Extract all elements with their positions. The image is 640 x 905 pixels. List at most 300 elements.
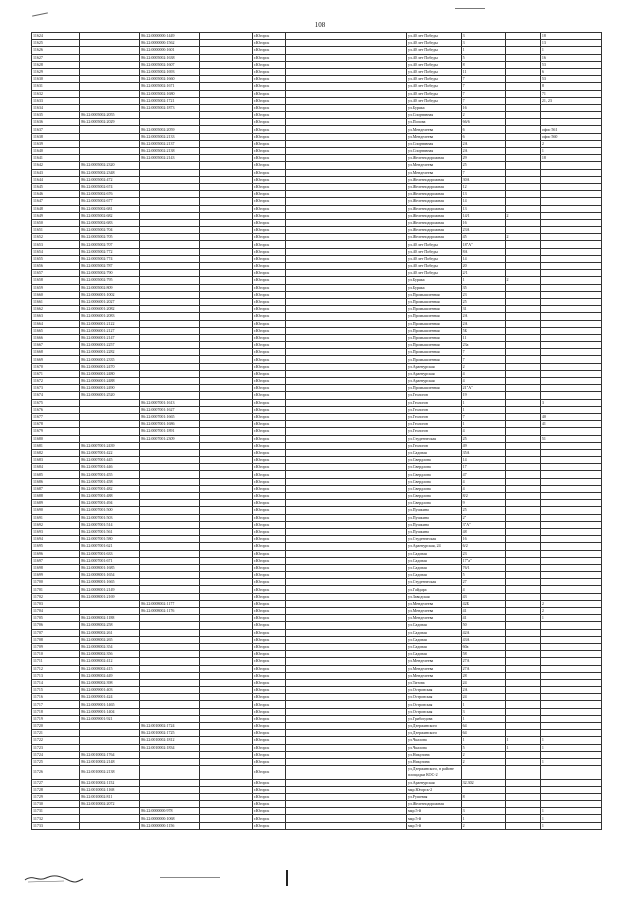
table-cell bbox=[285, 40, 406, 47]
table-cell: 86:22:0005002:681 bbox=[80, 205, 140, 212]
table-cell bbox=[140, 255, 200, 262]
table-cell: ул.Арантурская bbox=[406, 363, 461, 370]
table-cell: ул.Арантурская bbox=[406, 779, 461, 786]
table-cell bbox=[140, 464, 200, 471]
table-cell: г.Югорск bbox=[252, 198, 285, 205]
table-cell bbox=[540, 356, 601, 363]
table-row bbox=[32, 457, 602, 464]
table-cell bbox=[285, 378, 406, 385]
table-cell bbox=[80, 608, 140, 615]
table-cell: 17"а" bbox=[461, 557, 505, 564]
table-cell: ул.40 лет Победы bbox=[406, 61, 461, 68]
table-cell bbox=[540, 622, 601, 629]
table-cell: 86:22:0006001:2335 bbox=[80, 356, 140, 363]
table-cell bbox=[505, 298, 540, 305]
table-cell: 11658 bbox=[32, 277, 80, 284]
table-cell bbox=[285, 744, 406, 751]
table-cell bbox=[540, 751, 601, 758]
table-cell bbox=[505, 665, 540, 672]
table-cell bbox=[505, 76, 540, 83]
table-cell: 11640 bbox=[32, 148, 80, 155]
table-cell: 1 bbox=[540, 615, 601, 622]
table-cell: г.Югорск bbox=[252, 356, 285, 363]
table-cell bbox=[140, 313, 200, 320]
table-cell: г.Югорск bbox=[252, 313, 285, 320]
table-cell: 86:22:0005002:774 bbox=[80, 255, 140, 262]
table-cell bbox=[540, 291, 601, 298]
table-cell: 19 bbox=[461, 392, 505, 399]
table-cell bbox=[200, 298, 253, 305]
table-cell: 11726 bbox=[32, 766, 80, 779]
table-cell: г.Югорск bbox=[252, 241, 285, 248]
table-cell: 86:22:0005002:1607 bbox=[140, 61, 200, 68]
table-cell bbox=[505, 500, 540, 507]
table-row bbox=[32, 183, 602, 190]
table-cell bbox=[285, 457, 406, 464]
table-cell: 25 bbox=[461, 162, 505, 169]
table-cell: ул.Свердлова bbox=[406, 471, 461, 478]
table-cell: 2 bbox=[461, 822, 505, 829]
scan-mark bbox=[286, 870, 288, 886]
table-cell bbox=[285, 104, 406, 111]
table-cell bbox=[540, 593, 601, 600]
table-cell: 4 bbox=[461, 428, 505, 435]
table-row bbox=[32, 198, 602, 205]
table-cell bbox=[540, 543, 601, 550]
table-cell: г.Югорск bbox=[252, 33, 285, 40]
table-cell bbox=[505, 219, 540, 226]
table-row bbox=[32, 378, 602, 385]
table-cell bbox=[505, 586, 540, 593]
table-cell: 11705 bbox=[32, 615, 80, 622]
table-cell bbox=[200, 586, 253, 593]
table-cell: 13 bbox=[540, 40, 601, 47]
table-row bbox=[32, 212, 602, 219]
table-cell bbox=[540, 457, 601, 464]
table-cell: ул.Буряка bbox=[406, 277, 461, 284]
table-cell bbox=[285, 687, 406, 694]
table-cell: ул.Железнодорожная bbox=[406, 198, 461, 205]
table-cell: г.Югорск bbox=[252, 801, 285, 808]
table-cell: 86:22:0005002:682 bbox=[80, 212, 140, 219]
table-cell: ул.Островская bbox=[406, 708, 461, 715]
table-cell bbox=[140, 449, 200, 456]
table-cell bbox=[285, 370, 406, 377]
table-cell: г.Югорск bbox=[252, 83, 285, 90]
table-cell bbox=[285, 672, 406, 679]
table-cell bbox=[540, 442, 601, 449]
table-cell bbox=[540, 162, 601, 169]
table-cell: 11659 bbox=[32, 284, 80, 291]
table-cell bbox=[200, 112, 253, 119]
table-cell bbox=[505, 779, 540, 786]
table-cell bbox=[285, 500, 406, 507]
table-cell: ул.Садовая bbox=[406, 449, 461, 456]
table-cell bbox=[140, 284, 200, 291]
table-cell bbox=[285, 643, 406, 650]
table-cell: 43А bbox=[461, 636, 505, 643]
table-cell: ул.Промышленная bbox=[406, 356, 461, 363]
table-cell: г.Югорск bbox=[252, 608, 285, 615]
table-cell bbox=[200, 306, 253, 313]
table-cell: г.Югорск bbox=[252, 306, 285, 313]
table-cell: 11638 bbox=[32, 133, 80, 140]
table-cell: 11699 bbox=[32, 572, 80, 579]
table-cell: 5 bbox=[461, 572, 505, 579]
table-cell: 11731 bbox=[32, 808, 80, 815]
table-row bbox=[32, 83, 602, 90]
table-cell: ул.Островская bbox=[406, 701, 461, 708]
table-cell: ул.Островская bbox=[406, 687, 461, 694]
table-cell bbox=[140, 701, 200, 708]
table-cell bbox=[505, 723, 540, 730]
table-cell: 86:22:0005002:1671 bbox=[140, 83, 200, 90]
table-cell bbox=[140, 342, 200, 349]
table-cell bbox=[200, 363, 253, 370]
table-cell: 11673 bbox=[32, 385, 80, 392]
table-cell: 11625 bbox=[32, 40, 80, 47]
table-cell: ул.Пушкина bbox=[406, 521, 461, 528]
table-cell: 86:22:0009001:1465 bbox=[80, 701, 140, 708]
table-cell bbox=[540, 234, 601, 241]
table-cell: 11653 bbox=[32, 241, 80, 248]
table-cell bbox=[540, 694, 601, 701]
table-cell: 11728 bbox=[32, 786, 80, 793]
table-cell bbox=[285, 298, 406, 305]
table-row bbox=[32, 248, 602, 255]
table-cell: 86:22:0005002:676 bbox=[80, 191, 140, 198]
table-row bbox=[32, 205, 602, 212]
table-cell bbox=[200, 349, 253, 356]
table-cell: 27А bbox=[461, 665, 505, 672]
table-cell: 3 bbox=[461, 33, 505, 40]
table-cell: 3 bbox=[461, 708, 505, 715]
table-cell: ул.Железнодорожная bbox=[406, 219, 461, 226]
table-cell bbox=[200, 140, 253, 147]
table-cell: 8/2 bbox=[461, 493, 505, 500]
table-cell bbox=[285, 793, 406, 800]
table-cell bbox=[200, 248, 253, 255]
table-row bbox=[32, 76, 602, 83]
table-cell: 35 bbox=[461, 284, 505, 291]
table-cell bbox=[540, 793, 601, 800]
table-cell: 86:22:0007001:1891 bbox=[140, 428, 200, 435]
table-cell: г.Югорск bbox=[252, 40, 285, 47]
table-row bbox=[32, 672, 602, 679]
table-cell: 86:22:0006001:2490 bbox=[80, 385, 140, 392]
table-cell: 11672 bbox=[32, 378, 80, 385]
table-cell: 11644 bbox=[32, 176, 80, 183]
table-cell: 11720 bbox=[32, 723, 80, 730]
table-cell: г.Югорск bbox=[252, 227, 285, 234]
table-cell bbox=[540, 212, 601, 219]
table-cell: 11674 bbox=[32, 392, 80, 399]
table-cell bbox=[140, 679, 200, 686]
table-cell bbox=[285, 342, 406, 349]
table-cell bbox=[505, 550, 540, 557]
table-cell: г.Югорск bbox=[252, 543, 285, 550]
table-cell: г.Югорск bbox=[252, 751, 285, 758]
table-cell bbox=[200, 822, 253, 829]
table-cell: ул.Садовая bbox=[406, 564, 461, 571]
table-cell bbox=[140, 658, 200, 665]
table-row bbox=[32, 291, 602, 298]
table-cell bbox=[540, 708, 601, 715]
table-cell bbox=[285, 658, 406, 665]
table-cell bbox=[285, 435, 406, 442]
table-cell bbox=[200, 608, 253, 615]
table-cell bbox=[80, 421, 140, 428]
table-cell bbox=[505, 543, 540, 550]
table-cell bbox=[140, 715, 200, 722]
table-cell: 11666 bbox=[32, 334, 80, 341]
table-cell: ул.Менделеева bbox=[406, 126, 461, 133]
table-cell: ул.Промышленная bbox=[406, 320, 461, 327]
table-cell bbox=[140, 241, 200, 248]
table-cell: г.Югорск bbox=[252, 263, 285, 270]
table-cell: мкр.5-й bbox=[406, 815, 461, 822]
table-cell bbox=[140, 786, 200, 793]
table-cell bbox=[285, 528, 406, 535]
table-cell bbox=[200, 643, 253, 650]
table-cell: г.Югорск bbox=[252, 413, 285, 420]
table-cell: ул.Свердлова bbox=[406, 500, 461, 507]
table-cell bbox=[540, 801, 601, 808]
table-cell: г.Югорск bbox=[252, 701, 285, 708]
table-cell bbox=[285, 61, 406, 68]
table-row bbox=[32, 723, 602, 730]
table-cell: ул.Никулина bbox=[406, 758, 461, 765]
table-cell: 86:22:0005002:2320 bbox=[80, 162, 140, 169]
table-cell: ул.40 лет Победы bbox=[406, 248, 461, 255]
table-cell bbox=[200, 320, 253, 327]
table-cell: 11656 bbox=[32, 263, 80, 270]
table-cell: г.Югорск bbox=[252, 600, 285, 607]
table-cell: 11654 bbox=[32, 248, 80, 255]
table-row bbox=[32, 464, 602, 471]
table-cell: 11641 bbox=[32, 155, 80, 162]
table-cell bbox=[505, 536, 540, 543]
table-cell bbox=[540, 277, 601, 284]
table-cell: 86:22:0007001:488 bbox=[80, 493, 140, 500]
table-cell bbox=[285, 766, 406, 779]
table-cell: 11670 bbox=[32, 363, 80, 370]
table-row bbox=[32, 313, 602, 320]
table-cell: 86:22:0007001:580 bbox=[80, 536, 140, 543]
table-cell bbox=[140, 672, 200, 679]
table-cell: ул.40 лет Победы bbox=[406, 97, 461, 104]
table-cell bbox=[140, 212, 200, 219]
table-cell: 86:22:0006001:2127 bbox=[80, 327, 140, 334]
table-row bbox=[32, 766, 602, 779]
table-cell: 11723 bbox=[32, 744, 80, 751]
table-cell: 11633 bbox=[32, 97, 80, 104]
table-cell: 11692 bbox=[32, 521, 80, 528]
table-cell: 53 bbox=[540, 61, 601, 68]
table-cell: 86:22:0000000:1156 bbox=[140, 822, 200, 829]
table-cell bbox=[505, 435, 540, 442]
table-cell: 11 bbox=[461, 334, 505, 341]
table-cell bbox=[505, 457, 540, 464]
table-row bbox=[32, 227, 602, 234]
table-cell: 41 bbox=[540, 421, 601, 428]
table-row bbox=[32, 298, 602, 305]
table-cell: 11695 bbox=[32, 543, 80, 550]
table-cell: 11676 bbox=[32, 406, 80, 413]
table-cell: ул.Арантурская, 24 bbox=[406, 543, 461, 550]
table-cell bbox=[285, 737, 406, 744]
table-cell: 1 bbox=[505, 737, 540, 744]
table-cell bbox=[540, 723, 601, 730]
table-cell bbox=[505, 786, 540, 793]
table-cell bbox=[140, 572, 200, 579]
table-cell bbox=[140, 356, 200, 363]
table-cell: 86:22:0009001:424 bbox=[80, 694, 140, 701]
table-row bbox=[32, 758, 602, 765]
table-cell bbox=[540, 679, 601, 686]
table-cell bbox=[505, 385, 540, 392]
table-cell: 76/1 bbox=[461, 564, 505, 571]
table-cell: 32.302 bbox=[461, 779, 505, 786]
table-cell bbox=[505, 90, 540, 97]
table-cell: г.Югорск bbox=[252, 191, 285, 198]
table-cell bbox=[285, 284, 406, 291]
table-cell bbox=[200, 435, 253, 442]
table-cell bbox=[285, 471, 406, 478]
table-cell: 50 bbox=[461, 622, 505, 629]
table-row bbox=[32, 155, 602, 162]
table-cell bbox=[140, 162, 200, 169]
table-cell: 86:22:0006001:2082 bbox=[80, 306, 140, 313]
table-row bbox=[32, 449, 602, 456]
table-cell: 86:22:0008002:258 bbox=[80, 622, 140, 629]
table-cell bbox=[140, 198, 200, 205]
table-cell: ул.Садовая bbox=[406, 629, 461, 636]
table-cell bbox=[140, 334, 200, 341]
table-cell bbox=[505, 406, 540, 413]
table-cell bbox=[285, 198, 406, 205]
table-row bbox=[32, 406, 602, 413]
table-cell: 11645 bbox=[32, 183, 80, 190]
table-cell: г.Югорск bbox=[252, 68, 285, 75]
table-cell: г.Югорск bbox=[252, 169, 285, 176]
table-cell bbox=[200, 557, 253, 564]
table-cell bbox=[505, 478, 540, 485]
table-cell: 29 bbox=[461, 155, 505, 162]
table-cell bbox=[285, 112, 406, 119]
table-cell bbox=[285, 219, 406, 226]
table-cell bbox=[540, 370, 601, 377]
table-row bbox=[32, 169, 602, 176]
table-cell bbox=[200, 313, 253, 320]
table-cell: 11693 bbox=[32, 528, 80, 535]
table-cell: ул.40 лет Победы bbox=[406, 255, 461, 262]
table-cell bbox=[140, 550, 200, 557]
table-row bbox=[32, 815, 602, 822]
table-cell: г.Югорск bbox=[252, 378, 285, 385]
table-cell: ул.40 лет Победы bbox=[406, 68, 461, 75]
table-cell: мкр.5-й bbox=[406, 822, 461, 829]
table-cell bbox=[80, 76, 140, 83]
table-cell bbox=[540, 104, 601, 111]
table-cell bbox=[140, 248, 200, 255]
table-row bbox=[32, 33, 602, 40]
table-cell: 11719 bbox=[32, 715, 80, 722]
table-cell bbox=[285, 227, 406, 234]
table-cell: 86:22:0007001:561 bbox=[80, 528, 140, 535]
table-cell: 11684 bbox=[32, 464, 80, 471]
table-cell: 41 bbox=[461, 615, 505, 622]
table-cell: г.Югорск bbox=[252, 370, 285, 377]
table-cell bbox=[505, 822, 540, 829]
table-cell bbox=[540, 665, 601, 672]
table-cell bbox=[285, 449, 406, 456]
table-row bbox=[32, 822, 602, 829]
table-cell bbox=[505, 428, 540, 435]
table-cell bbox=[285, 392, 406, 399]
table-cell: 11664 bbox=[32, 320, 80, 327]
table-cell: 1 bbox=[505, 744, 540, 751]
table-cell bbox=[200, 493, 253, 500]
table-cell: 86:22:0007001:1613 bbox=[140, 399, 200, 406]
table-cell bbox=[80, 428, 140, 435]
table-cell bbox=[540, 507, 601, 514]
table-cell bbox=[200, 723, 253, 730]
table-cell bbox=[285, 701, 406, 708]
table-cell: 8 bbox=[461, 793, 505, 800]
table-cell: 11715 bbox=[32, 687, 80, 694]
table-cell bbox=[505, 751, 540, 758]
table-cell bbox=[200, 76, 253, 83]
table-cell bbox=[505, 399, 540, 406]
table-cell: 4 bbox=[461, 485, 505, 492]
table-cell bbox=[285, 385, 406, 392]
table-cell bbox=[505, 378, 540, 385]
table-cell: г.Югорск bbox=[252, 90, 285, 97]
table-cell bbox=[285, 191, 406, 198]
table-cell bbox=[285, 493, 406, 500]
table-cell: ул.Попова bbox=[406, 119, 461, 126]
table-cell bbox=[140, 564, 200, 571]
table-cell: 2 bbox=[505, 277, 540, 284]
table-row bbox=[32, 665, 602, 672]
table-cell bbox=[540, 191, 601, 198]
table-cell bbox=[200, 119, 253, 126]
table-cell bbox=[285, 349, 406, 356]
table-cell: г.Югорск bbox=[252, 521, 285, 528]
table-cell: 2А bbox=[461, 148, 505, 155]
table-row bbox=[32, 687, 602, 694]
table-cell bbox=[285, 779, 406, 786]
table-cell: ул.Никулина bbox=[406, 751, 461, 758]
table-cell bbox=[80, 815, 140, 822]
table-row bbox=[32, 104, 602, 111]
table-cell: 86:22:0005002:2059 bbox=[140, 126, 200, 133]
table-cell bbox=[505, 148, 540, 155]
table-cell: 86:22:0005002:674 bbox=[80, 183, 140, 190]
table-cell: 21"А" bbox=[461, 385, 505, 392]
table-cell bbox=[285, 162, 406, 169]
table-cell: 86:22:0010002:2138 bbox=[80, 766, 140, 779]
table-cell bbox=[200, 564, 253, 571]
table-cell: г.Югорск bbox=[252, 219, 285, 226]
table-cell bbox=[285, 708, 406, 715]
table-cell: 5Б bbox=[461, 327, 505, 334]
table-cell bbox=[540, 730, 601, 737]
table-cell bbox=[200, 536, 253, 543]
table-row bbox=[32, 435, 602, 442]
table-cell: г.Югорск bbox=[252, 61, 285, 68]
